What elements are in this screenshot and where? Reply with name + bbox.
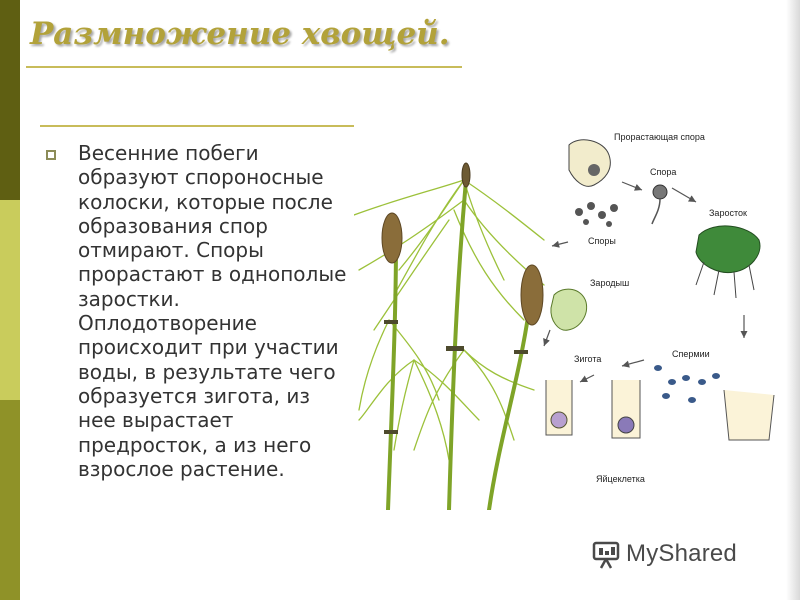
label-embryo: Зародыш	[590, 278, 630, 288]
accent-bar-segment-mid	[0, 400, 20, 600]
label-spermatozoids: Спермии	[672, 349, 710, 359]
label-prothallus: Заросток	[709, 208, 747, 218]
label-spore: Спора	[650, 167, 677, 177]
title-underline	[26, 66, 462, 68]
bullet-square-icon	[46, 150, 56, 160]
life-cycle-illustration	[354, 120, 780, 510]
right-edge-shadow	[786, 0, 800, 600]
separator-line	[40, 125, 354, 127]
bullet-text: Весенние побеги образуют спороносные колоски, которые после образования спор отмирают. Споры прорастают в однополые заростки. Оплодотворение происходит при участии воды, в результате чего образуется зигота, из нее вырастает предросток, а из него взрослое растение.	[78, 141, 347, 481]
horsetail-plants-illustration	[354, 163, 544, 510]
watermark-text: MyShared	[626, 540, 737, 567]
slide-title: Размножение хвощей.	[30, 16, 450, 52]
label-spores: Споры	[588, 236, 616, 246]
accent-bar-segment-light	[0, 200, 20, 400]
myshared-watermark	[592, 538, 737, 570]
presentation-icon	[592, 539, 620, 569]
label-zygote: Зигота	[574, 354, 602, 364]
accent-bar-segment-dark	[0, 0, 20, 200]
horsetail-life-cycle-figure	[354, 120, 780, 510]
label-germinating-spore: Прорастающая спора	[614, 132, 705, 142]
left-accent-bar	[0, 0, 20, 600]
label-egg-cell: Яйцеклетка	[596, 474, 645, 484]
life-cycle-diagram	[544, 132, 774, 484]
